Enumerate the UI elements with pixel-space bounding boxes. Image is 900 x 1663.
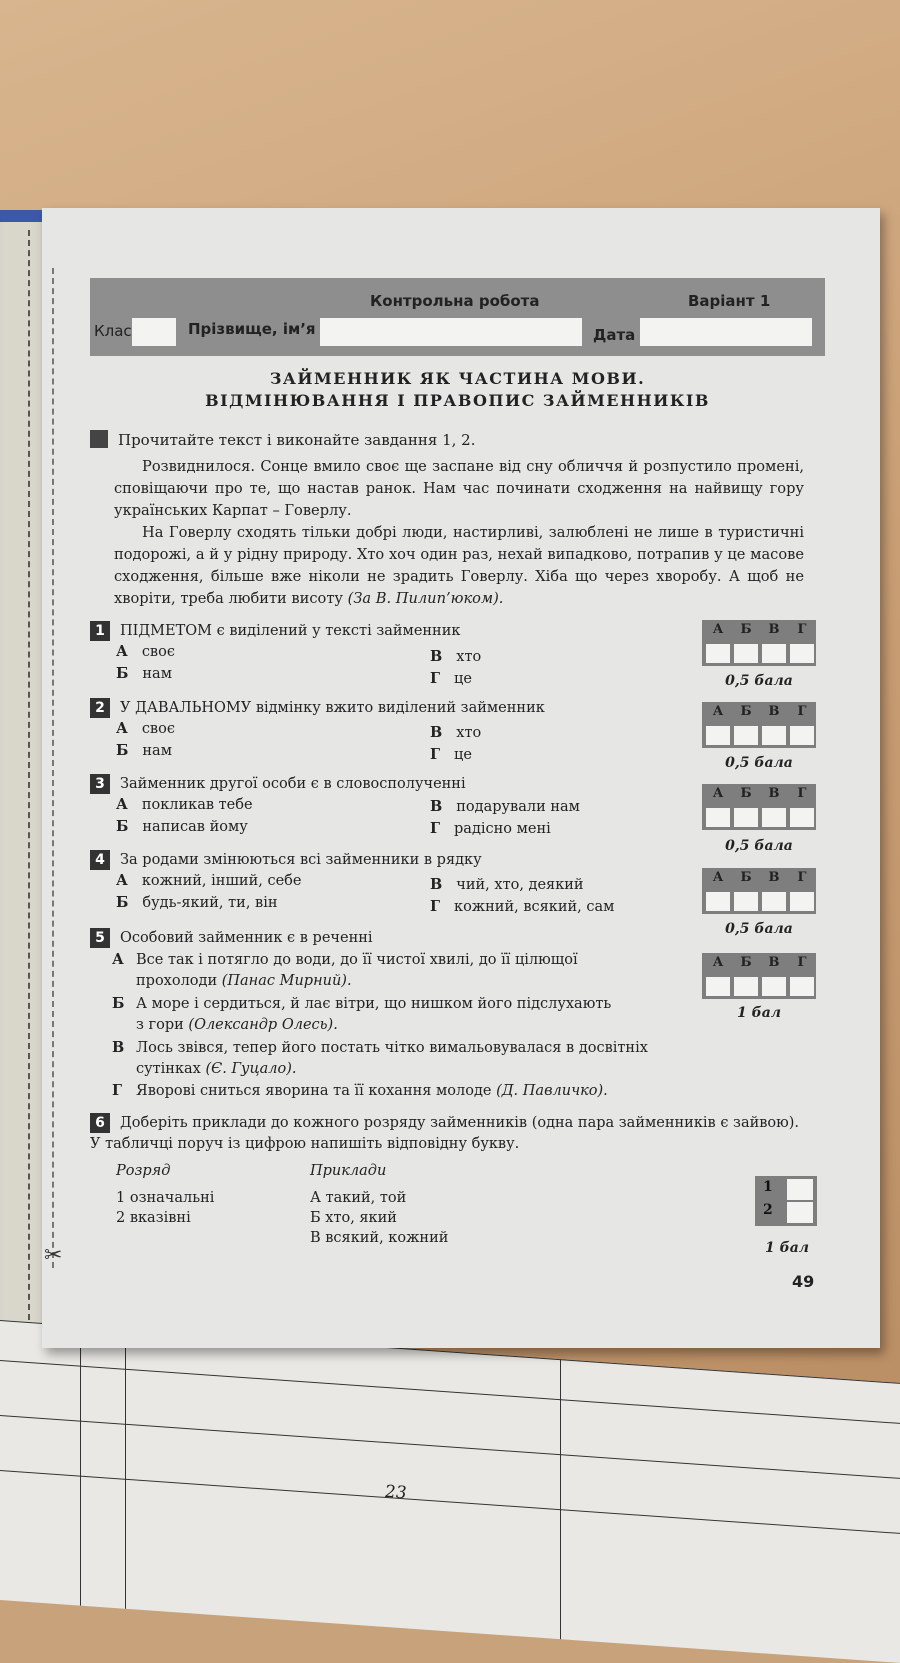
answer-cell[interactable] (734, 892, 758, 911)
date-field[interactable] (640, 318, 812, 346)
instruction: Прочитайте текст і виконайте завдання 1, 2. (90, 430, 476, 449)
option-v[interactable]: В Лось звівся, тепер його постать чітко вимальовувалася в досвітніх сутінках (Є. Гуцало). (112, 1039, 648, 1077)
answer-cell[interactable] (706, 892, 730, 911)
answer-cell[interactable] (706, 808, 730, 827)
answer-cell[interactable] (762, 644, 786, 663)
option-v[interactable]: В хто (430, 724, 482, 741)
category-item: 2 вказівні (116, 1210, 191, 1226)
answer-cell[interactable] (762, 726, 786, 745)
option-v[interactable]: В хто (430, 648, 482, 665)
scissors-icon: ✂ (44, 1243, 63, 1268)
option-a[interactable]: А своє (116, 720, 175, 737)
answer-cell[interactable] (706, 977, 730, 996)
question-5: 5 Особовий займенник є в реченні (90, 928, 730, 948)
answer-grid-5: А Б В Г (702, 953, 816, 999)
category-column-head: Розряд (116, 1163, 171, 1179)
category-item: 1 означальні (116, 1190, 215, 1206)
answer-grid-3: А Б В Г (702, 784, 816, 830)
cut-line (52, 268, 54, 1268)
option-a[interactable]: А Все так і потягло до води, до її чистої хвилі, до її цілющої прохолоди (Панас Мирний). (112, 951, 578, 989)
option-a[interactable]: А покликав тебе (116, 796, 253, 813)
option-a[interactable]: А кожний, інший, себе (116, 872, 302, 889)
answer-cell[interactable] (790, 644, 814, 663)
answer-cell[interactable] (734, 726, 758, 745)
question-4: 4 За родами змінюються всі займенники в рядку (90, 850, 730, 870)
answer-cell[interactable] (790, 892, 814, 911)
header-variant: Варіант 1 (688, 292, 771, 310)
answer-cell[interactable] (734, 644, 758, 663)
name-label: Прізвище, ім’я (188, 320, 316, 338)
option-v[interactable]: В чий, хто, деякий (430, 876, 584, 893)
question-2: 2 У ДАВАЛЬНОМУ відмінку вжито виділений займенник (90, 698, 730, 718)
text-paragraph-1: Розвиднилося. Сонце вмило своє ще заспане від сну обличчя й розпустило промені, сповіщаючи про те, що настав ранок. Нам час починати сходження на найвищу гору українських Карпат – Говерлу. (114, 458, 804, 519)
points-6: 1 бал (764, 1240, 810, 1256)
question-3: 3 Займенник другої особи є в словосполученні (90, 774, 730, 794)
option-b[interactable]: Б написав йому (116, 818, 248, 835)
answer-cell[interactable] (706, 644, 730, 663)
example-item: Б хто, який (310, 1210, 397, 1226)
date-label: Дата (593, 326, 636, 344)
class-field[interactable] (132, 318, 176, 346)
workbook-page (42, 208, 880, 1348)
sheet-number: 23 (385, 1481, 407, 1504)
header-title: Контрольна робота (370, 292, 540, 310)
class-label: Клас (94, 322, 132, 340)
answer-cell[interactable] (734, 808, 758, 827)
answer-cell[interactable] (762, 808, 786, 827)
text-paragraph-2: На Говерлу сходять тільки добрі люди, настирливі, залюблені не лише в туристичні подорожі, а й у рідну природу. Хто хоч один раз, нехай випадково, потрапив у це масове сходження, більше вже ніколи не зрадить Говерлу. Хіба що через хворобу. А щоб не хворіти, треба любити висоту (За В. Пилип’юком). (114, 524, 804, 607)
points-5: 1 бал (736, 1005, 782, 1021)
name-field[interactable] (320, 318, 582, 346)
answer-cell[interactable] (790, 977, 814, 996)
example-item: А такий, той (310, 1190, 407, 1206)
option-g[interactable]: Г це (430, 746, 472, 763)
answer-grid-4: А Б В Г (702, 868, 816, 914)
answer-cell[interactable] (790, 808, 814, 827)
answer-cell[interactable] (762, 977, 786, 996)
answer-cell[interactable] (734, 977, 758, 996)
option-g[interactable]: Г Яворові сниться яворина та її кохання молоде (Д. Павличко). (112, 1082, 608, 1099)
points-3: 0,5 бала (725, 838, 793, 854)
points-4: 0,5 бала (725, 921, 793, 937)
option-g[interactable]: Г кожний, всякий, сам (430, 898, 615, 915)
answer-cell[interactable] (762, 892, 786, 911)
points-1: 0,5 бала (725, 673, 793, 689)
option-g[interactable]: Г це (430, 670, 472, 687)
question-1: 1 ПІДМЕТОМ є виділений у тексті займенник (90, 621, 730, 641)
examples-column-head: Приклади (310, 1163, 387, 1179)
test-header (90, 278, 825, 356)
option-b[interactable]: Б А море і сердиться, й лає вітри, що нишком його підслухають з гори (Олександр Олесь). (112, 995, 612, 1033)
answer-grid-1: А Б В Г (702, 620, 816, 666)
points-2: 0,5 бала (725, 755, 793, 771)
option-b[interactable]: Б будь-який, ти, він (116, 894, 278, 911)
answer-cell[interactable] (790, 726, 814, 745)
option-g[interactable]: Г радісно мені (430, 820, 551, 837)
example-item: В всякий, кожний (310, 1230, 449, 1246)
answer-grid-2: А Б В Г (702, 702, 816, 748)
answer-cell[interactable] (787, 1202, 813, 1223)
answer-grid-6: 1 2 (755, 1176, 817, 1226)
page-number: 49 (792, 1272, 815, 1291)
question-6: 6 Доберіть приклади до кожного розряду займенників (одна пара займенників є зайвою). У табличці поруч із цифрою напишіть відповідну букву. (90, 1115, 800, 1152)
option-b[interactable]: Б нам (116, 665, 172, 682)
answer-cell[interactable] (706, 726, 730, 745)
option-v[interactable]: В подарували нам (430, 798, 580, 815)
page-title: ЗАЙМЕННИК ЯК ЧАСТИНА МОВИ. ВІДМІНЮВАННЯ І ПРАВОПИС ЗАЙМЕННИКІВ (205, 369, 710, 410)
option-a[interactable]: А своє (116, 643, 175, 660)
option-b[interactable]: Б нам (116, 742, 172, 759)
answer-cell[interactable] (787, 1179, 813, 1200)
